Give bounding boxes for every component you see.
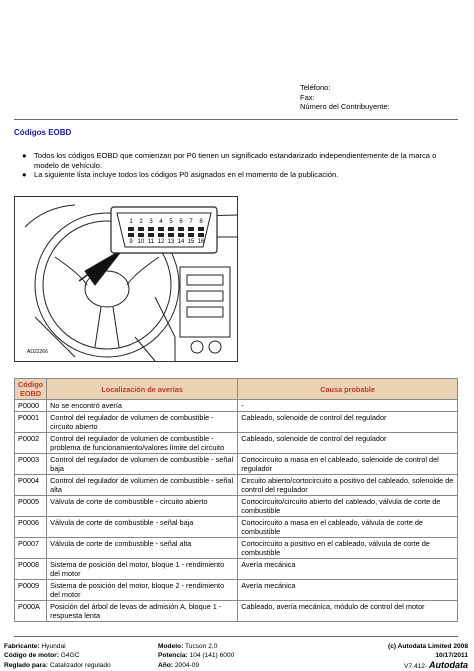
table-row <box>15 517 458 538</box>
cell-probable-cause: Cortocircuito/circuito abierto del cableado, válvula de corte de combustible <box>238 496 458 517</box>
taxpayer-label: Número del Contribuyente: <box>300 102 390 112</box>
cell-fault-location: Válvula de corte de combustible - señal alta <box>47 538 238 559</box>
header-probable-cause: Causa probable <box>238 379 458 400</box>
cell-code: P0002 <box>15 433 47 454</box>
table-row <box>15 496 458 517</box>
cell-code: P0007 <box>15 538 47 559</box>
footer-left <box>4 642 111 670</box>
cell-probable-cause: Cortocircuito a positivo en el cableado, válvula de corte de combustible <box>238 538 458 559</box>
pin-label-top: 8 <box>199 219 203 225</box>
pin-label-top: 4 <box>159 219 163 225</box>
pin-label-bottom: 15 <box>187 239 195 245</box>
year-label: Año: <box>158 661 174 669</box>
footer-right <box>388 642 468 671</box>
fax-label: Fax: <box>300 92 315 102</box>
cell-fault-location: Control del regulador de volumen de combustible - circuito abierto <box>47 412 238 433</box>
pin-label-bottom: 11 <box>147 239 155 245</box>
cell-fault-location: Posición del árbol de levas de admisión A, bloque 1 - respuesta lenta <box>47 601 238 622</box>
cell-code: P0004 <box>15 475 47 496</box>
cell-fault-location: Control del regulador de volumen de combustible - señal alta <box>47 475 238 496</box>
eobd-codes-table <box>14 378 458 622</box>
manufacturer-label: Fabricante: <box>4 643 40 650</box>
cell-probable-cause: - <box>238 400 458 412</box>
copyright: (c) Autodata Limited 2008 <box>388 643 468 650</box>
cell-probable-cause: Circuito abierto/cortocircuito a positivo del cableado, solenoide de control del regulador <box>238 475 458 496</box>
cell-code: P0009 <box>15 580 47 601</box>
pin-label-bottom: 10 <box>137 239 145 245</box>
regulated-value: Catalizador regulado <box>49 661 111 669</box>
bullet-item <box>22 170 452 180</box>
header-divider <box>14 119 458 120</box>
cell-code: P0003 <box>15 454 47 475</box>
cell-probable-cause: Cableado, solenoide de control del regulador <box>238 433 458 454</box>
table-row <box>15 580 458 601</box>
cell-code: P0006 <box>15 517 47 538</box>
footer-date: 10/17/2011 <box>435 652 468 660</box>
table-row <box>15 433 458 454</box>
cell-fault-location: Sistema de posición del motor, bloque 2 - rendimiento del motor <box>47 580 238 601</box>
cell-code: P0000 <box>15 400 47 412</box>
autodata-logo: Autodata <box>429 659 468 670</box>
pin-label-bottom: 9 <box>129 239 133 245</box>
table-row <box>15 454 458 475</box>
bullet-list <box>22 151 452 180</box>
bullet-dot-icon: ● <box>22 170 27 180</box>
pin-label-bottom: 13 <box>167 239 175 245</box>
pin-label-bottom: 16 <box>197 239 205 245</box>
section-title: Códigos EOBD <box>14 128 72 137</box>
obd-connector-figure <box>14 196 238 362</box>
pin-label-top: 2 <box>139 219 143 225</box>
cell-probable-cause: Cableado, solenoide de control del regulador <box>238 412 458 433</box>
footer <box>0 636 474 670</box>
table-row <box>15 475 458 496</box>
cell-fault-location: Válvula de corte de combustible - señal baja <box>47 517 238 538</box>
table-row <box>15 559 458 580</box>
cell-probable-cause: Cortocircuito a masa en el cableado, solenoide de control del regulador <box>238 454 458 475</box>
header-fault-location: Localización de averías <box>47 379 238 400</box>
cell-fault-location: No se encontró avería <box>47 400 238 412</box>
cell-fault-location: Control del regulador de volumen de combustible - problema de funcionamiento/valores límite del circuito <box>47 433 238 454</box>
power-label: Potencia: <box>158 652 188 660</box>
regulated-label: Reglado para: <box>4 661 48 669</box>
dashboard-illustration <box>15 197 237 361</box>
bullet-item <box>22 151 452 170</box>
cell-probable-cause: Avería mecánica <box>238 559 458 580</box>
pin-label-top: 1 <box>129 219 133 225</box>
header-code: Código EOBD <box>15 379 47 400</box>
cell-code: P000A <box>15 601 47 622</box>
table-header-row <box>15 379 458 400</box>
version: V7.412- <box>404 662 428 670</box>
pin-label-bottom: 14 <box>177 239 185 245</box>
phone-label: Teléfono: <box>300 83 331 92</box>
cell-code: P0001 <box>15 412 47 433</box>
table-row <box>15 538 458 559</box>
model-value: Tucson 2,0 <box>185 643 218 650</box>
table-row <box>15 400 458 412</box>
pin-label-top: 6 <box>179 219 183 225</box>
cell-probable-cause: Cableado, avería mecánica, módulo de control del motor <box>238 601 458 622</box>
cell-fault-location: Sistema de posición del motor, bloque 1 - rendimiento del motor <box>47 559 238 580</box>
pin-label-bottom: 12 <box>157 239 165 245</box>
year-value: 2004-09 <box>174 661 200 669</box>
bullet-dot-icon: ● <box>22 151 27 160</box>
pin-label-top: 3 <box>149 219 153 225</box>
pin-label-top: 7 <box>189 219 193 225</box>
bullet-text: Todos los códigos EOBD que comienzan por P0 tienen un significado estandarizado independientemente de la marca o modelo de vehículo. <box>34 151 437 170</box>
model-label: Modelo: <box>158 643 184 650</box>
pin-label-top: 5 <box>169 219 173 225</box>
manufacturer-value: Hyundai <box>41 643 66 650</box>
engine-code-value: G4GC <box>60 652 80 660</box>
engine-code-label: Código de motor: <box>4 652 59 660</box>
table-row <box>15 412 458 433</box>
bullet-text: La siguiente lista incluye todos los códigos P0 asignados en el momento de la publicación. <box>34 170 339 180</box>
cell-probable-cause: Avería mecánica <box>238 580 458 601</box>
cell-code: P0005 <box>15 496 47 517</box>
table-row <box>15 601 458 622</box>
cell-fault-location: Control del regulador de volumen de combustible - señal baja <box>47 454 238 475</box>
cell-code: P0008 <box>15 559 47 580</box>
cell-fault-location: Válvula de corte de combustible - circuito abierto <box>47 496 238 517</box>
figure-reference: AD22266 <box>27 349 48 355</box>
cell-probable-cause: Cortocircuito a masa en el cableado, válvula de corte de combustible <box>238 517 458 538</box>
footer-middle <box>158 642 234 670</box>
contact-block <box>300 83 390 112</box>
power-value: 104 (141) 6000 <box>189 652 235 660</box>
